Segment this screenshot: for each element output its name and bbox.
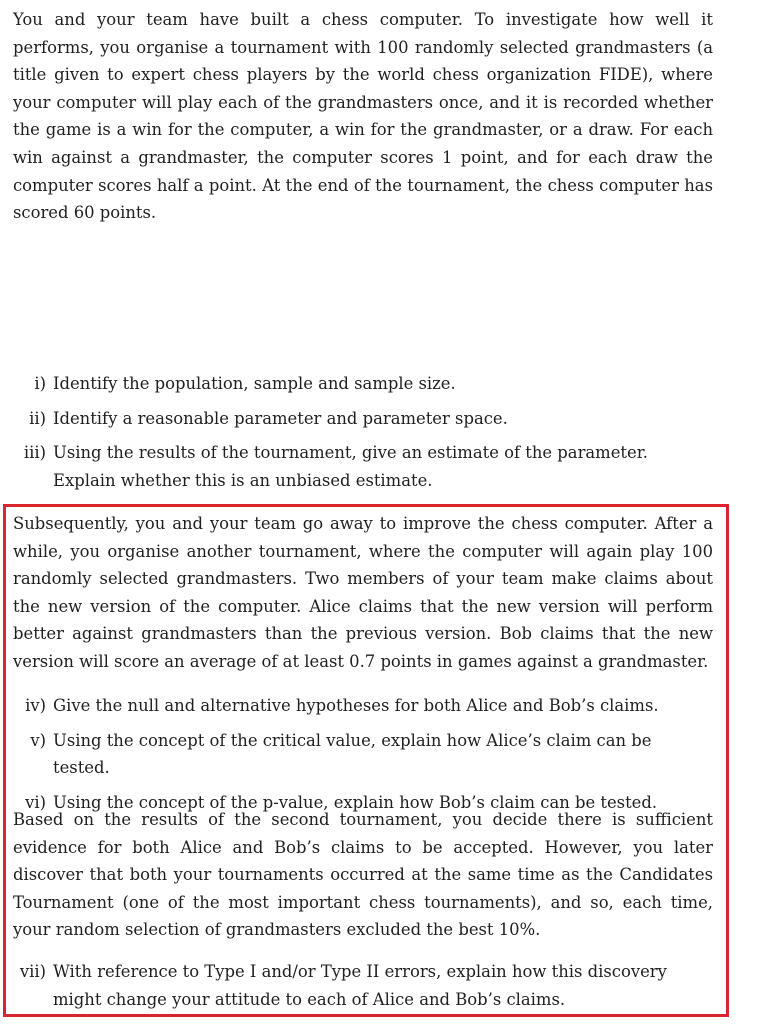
question-number: i) — [34, 374, 46, 393]
question-item — [0, 439, 713, 494]
question-text: With reference to Type I and/or Type II errors, explain how this discovery might change your attitude to each of Alice and Bob’s claims. — [53, 962, 667, 1009]
question-number: ii) — [29, 408, 46, 428]
question-text: Identify the population, sample and sample size. — [53, 374, 456, 393]
question-item — [0, 727, 713, 782]
question-text: Using the concept of the p-value, explain how Bob’s claim can be tested. — [53, 792, 658, 812]
question-item — [0, 692, 713, 720]
discovery-paragraph: Based on the results of the second tournament, you decide there is sufficient evidence for both Alice and Bob’s claims to be accepted. However, you later discover that both your tournaments occurred at the same time as the Candidates Tournament (one of the most important chess tournaments), and so, each time, your random selection of grandmasters excluded the best 10%. — [13, 810, 713, 940]
question-list-part2 — [0, 692, 720, 823]
question-number: iv) — [25, 696, 46, 715]
intro-paragraph: You and your team have built a chess computer. To investigate how well it performs, you organise a tournament with 100 randomly selected grandmasters (a title given to expert chess players by the world chess organization FIDE), where your computer will play each of the grandmasters once, and it is recorded whether the game is a win for the computer, a win for the grandmaster, or a draw. For each win against a grandmaster, the computer scores 1 point, and for each draw the computer scores half a point. At the end of the tournament, the chess computer has scored 60 points. — [13, 10, 713, 223]
question-list-part1 — [0, 370, 720, 501]
question-number: v) — [30, 730, 46, 750]
question-number: vi) — [25, 792, 46, 812]
question-item — [0, 370, 713, 398]
question-text: Give the null and alternative hypotheses for both Alice and Bob’s claims. — [53, 696, 659, 715]
second-tournament-paragraph: Subsequently, you and your team go away to improve the chess computer. After a while, you organise another tournament, where the computer will again play 100 randomly selected grandmasters. Two members of your team make claims about the new version of the computer. Alice claims that the new version will perform better against grandmasters than the previous version. Bob claims that the new version will score an average of at least 0.7 points in games against a grandmaster. — [13, 514, 713, 671]
question-item — [0, 405, 713, 433]
question-list-part3 — [0, 958, 720, 1020]
question-text: Identify a reasonable parameter and parameter space. — [53, 408, 508, 428]
question-number: iii) — [23, 443, 46, 463]
question-text: Using the results of the tournament, give an estimate of the parameter. Explain whether this is an unbiased estimate. — [53, 443, 648, 490]
question-text: Using the concept of the critical value, explain how Alice’s claim can be tested. — [53, 730, 652, 778]
question-number: vii) — [19, 962, 46, 981]
question-item — [0, 958, 713, 1013]
